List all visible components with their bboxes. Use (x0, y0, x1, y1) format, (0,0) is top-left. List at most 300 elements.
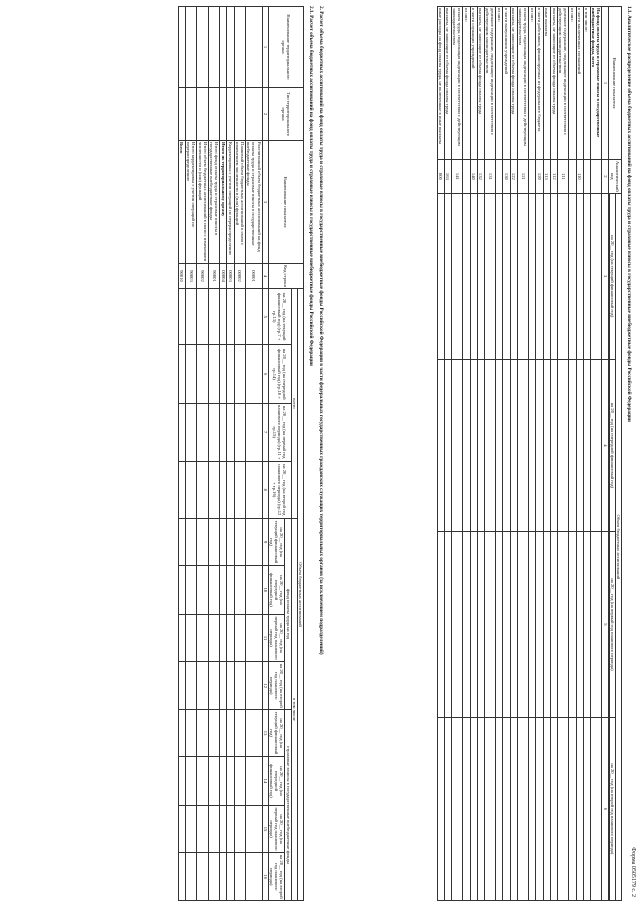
terr-cell[interactable] (185, 7, 196, 88)
row-code (463, 160, 470, 194)
table-row (536, 7, 543, 901)
row-name: из них: (529, 7, 536, 160)
row-code (590, 160, 601, 194)
table-row (583, 7, 590, 901)
value-cell[interactable] (529, 717, 536, 900)
row-name: Корректировка с учетом операций по перераспределению (227, 141, 234, 264)
value-cell[interactable] (185, 518, 196, 565)
table-row (185, 7, 196, 901)
section11-title: 1.1. Аналитическое распределение объема бюджетных ассигнований на фонд оплаты труда и страховые взносы в государственные внебюджетные фонды Российской Федерации (626, 6, 632, 422)
value-cell[interactable] (220, 518, 227, 565)
colnum2-11: 11 (262, 614, 268, 662)
row-name: выплаты, не зависящие от объема фонда оплаты труда (550, 7, 557, 160)
row-name: Плановый объем бюджетных ассигнований в связи с изменением численности и (или) функций (234, 141, 245, 264)
value-cell[interactable] (185, 662, 196, 709)
value-cell[interactable] (227, 709, 234, 756)
table-row (543, 7, 550, 901)
value-cell[interactable] (234, 289, 245, 345)
value-cell[interactable] (197, 289, 208, 345)
head-ins: страховые взносы в государственные внебюджетные фонды (285, 709, 291, 900)
value-cell[interactable] (536, 359, 543, 531)
value-cell[interactable] (185, 614, 196, 662)
value-cell[interactable] (517, 532, 528, 718)
value-cell[interactable] (220, 709, 227, 756)
value-cell[interactable] (234, 662, 245, 709)
value-cell[interactable] (437, 193, 444, 359)
value-cell[interactable] (208, 709, 219, 756)
terr-cell[interactable] (245, 7, 262, 88)
value-cell[interactable] (470, 359, 477, 531)
type-cell[interactable] (197, 88, 208, 141)
value-cell[interactable] (227, 518, 234, 565)
terr-cell[interactable] (234, 7, 245, 88)
value-cell[interactable] (220, 461, 227, 518)
value-cell[interactable] (569, 359, 576, 531)
row-name: Итого фонд оплаты труда и страховые взносы в государственные внебюджетные фонды (208, 141, 219, 264)
value-cell[interactable] (197, 614, 208, 662)
value-cell[interactable] (536, 193, 543, 359)
row-name: денежное содержание, подлежащее индексации в соответствии с действующим законодательством (558, 7, 569, 160)
value-cell[interactable] (510, 193, 517, 359)
value-cell[interactable] (245, 289, 262, 345)
value-cell[interactable] (208, 757, 219, 805)
value-cell[interactable] (437, 717, 444, 900)
value-cell[interactable] (178, 566, 185, 614)
row-name: в части заключенных соглашений (576, 7, 583, 160)
value-cell[interactable] (245, 757, 262, 805)
value-cell[interactable] (178, 518, 185, 565)
type-cell[interactable] (208, 88, 219, 141)
value-cell[interactable] (178, 853, 185, 901)
value-cell[interactable] (590, 717, 601, 900)
table-row (510, 7, 517, 901)
row-code: 141 (451, 160, 462, 194)
value-cell[interactable] (444, 717, 451, 900)
row-code (496, 160, 503, 194)
value-cell[interactable] (234, 461, 245, 518)
type-cell[interactable] (234, 88, 245, 141)
value-cell[interactable] (197, 403, 208, 461)
value-cell[interactable] (197, 461, 208, 518)
value-cell[interactable] (451, 193, 462, 359)
value-cell[interactable] (583, 532, 590, 718)
value-cell[interactable] (510, 532, 517, 718)
table-row (197, 7, 208, 901)
table-row (245, 7, 262, 901)
value-cell[interactable] (503, 359, 510, 531)
value-cell[interactable] (558, 532, 569, 718)
value-cell[interactable] (470, 532, 477, 718)
value-cell[interactable] (590, 193, 601, 359)
section11-table (437, 6, 622, 901)
value-cell[interactable] (227, 614, 234, 662)
value-cell[interactable] (529, 532, 536, 718)
row-code: 130 (503, 160, 510, 194)
row-code (583, 160, 590, 194)
value-cell[interactable] (496, 193, 503, 359)
table-row (437, 7, 444, 901)
row-name: На фонд оплаты труда и страховые взносы в государственные внебюджетные фонды, всего (590, 7, 601, 160)
row-code: 90002 (197, 264, 208, 289)
value-cell[interactable] (550, 717, 557, 900)
value-cell[interactable] (569, 193, 576, 359)
value-cell[interactable] (197, 709, 208, 756)
colnum2-14: 14 (262, 757, 268, 805)
row-name: из них: (496, 7, 503, 160)
value-cell[interactable] (220, 757, 227, 805)
row-name: выплаты, не зависящие от объема фонда оплаты труда (510, 7, 517, 160)
value-cell[interactable] (178, 345, 185, 403)
colnum2-8: 8 (262, 461, 268, 518)
value-cell[interactable] (583, 717, 590, 900)
row-name: денежное содержание, подлежащее индексации в соответствии с действующим законодательством (484, 7, 495, 160)
head-ins-y4: на 20__ год (на второй год планового периода) (268, 854, 285, 899)
colnum-4: 4 (602, 359, 608, 531)
value-cell[interactable] (543, 193, 550, 359)
value-cell[interactable] (451, 532, 462, 718)
terr-cell[interactable] (208, 7, 219, 88)
table-row (178, 7, 185, 901)
value-cell[interactable] (208, 518, 219, 565)
row-code: 00001 (245, 264, 262, 289)
head-terr: Наименование территориального органа (268, 7, 303, 88)
head-fot-y3: на 20__ год (на первый год планового периода) (268, 614, 285, 662)
head-y1: на 20__ год (на текущий финансовый год) (609, 193, 615, 359)
terr-cell[interactable] (197, 7, 208, 88)
value-cell[interactable] (197, 805, 208, 853)
value-cell[interactable] (543, 717, 550, 900)
row-name: из них: (463, 7, 470, 160)
value-cell[interactable] (208, 403, 219, 461)
head-ins-y2: на 20__ год (на очередной финансовый год) (268, 757, 285, 805)
row-code: 90010 (178, 264, 185, 289)
table-row (477, 7, 484, 901)
value-cell[interactable] (208, 614, 219, 662)
row-code: 163 (444, 160, 451, 194)
head-total: всего (291, 289, 297, 519)
value-cell[interactable] (245, 345, 262, 403)
value-cell[interactable] (517, 359, 528, 531)
value-cell[interactable] (437, 532, 444, 718)
value-cell[interactable] (245, 518, 262, 565)
table-row (470, 7, 477, 901)
value-cell[interactable] (484, 359, 495, 531)
colnum-3: 3 (602, 193, 608, 359)
head-y3: на 20__ год (на первый год планового периода) (609, 532, 615, 718)
row-code: 111 (558, 160, 569, 194)
row-name: Итого корректировка с учетом операций по перераспределению (185, 141, 196, 264)
terr-cell[interactable] (178, 7, 185, 88)
head-name: Наименование показателя (608, 7, 621, 160)
value-cell[interactable] (590, 359, 601, 531)
value-cell[interactable] (529, 359, 536, 531)
head-fot-y2: на 20__ год (на очередной финансовый год) (268, 566, 285, 614)
head-type: Тип территориального органа (268, 88, 303, 141)
value-cell[interactable] (178, 614, 185, 662)
value-cell[interactable] (234, 614, 245, 662)
value-cell[interactable] (576, 193, 583, 359)
value-cell[interactable] (558, 193, 569, 359)
value-cell[interactable] (463, 359, 470, 531)
value-cell[interactable] (220, 805, 227, 853)
value-cell[interactable] (543, 532, 550, 718)
value-cell[interactable] (517, 717, 528, 900)
value-cell[interactable] (569, 532, 576, 718)
value-cell[interactable] (576, 717, 583, 900)
value-cell[interactable] (227, 345, 234, 403)
value-cell[interactable] (245, 566, 262, 614)
terr-cell[interactable] (220, 7, 227, 88)
table-row (503, 7, 510, 901)
value-cell[interactable] (197, 662, 208, 709)
value-cell[interactable] (536, 532, 543, 718)
value-cell[interactable] (245, 461, 262, 518)
value-cell[interactable] (227, 662, 234, 709)
row-name: оплата труда, подлежащая индексации в соответствии с действующим законодательством (451, 7, 462, 160)
value-cell[interactable] (208, 461, 219, 518)
row-name: в части служащих учреждений (470, 7, 477, 160)
value-cell[interactable] (245, 709, 262, 756)
value-cell[interactable] (470, 717, 477, 900)
value-cell[interactable] (220, 566, 227, 614)
value-cell[interactable] (220, 614, 227, 662)
row-name: иные выплаты (543, 7, 550, 160)
table-row (220, 7, 227, 901)
value-cell[interactable] (496, 717, 503, 900)
head-code2: Код строки (268, 264, 303, 289)
value-cell[interactable] (477, 359, 484, 531)
value-cell[interactable] (197, 757, 208, 805)
head-y4: на 20__ год (на второй год планового периода) (609, 717, 615, 900)
value-cell[interactable] (437, 359, 444, 531)
value-cell[interactable] (503, 532, 510, 718)
value-cell[interactable] (208, 289, 219, 345)
value-cell[interactable] (503, 193, 510, 359)
head-fot: фонд оплаты труда на год (285, 518, 291, 709)
value-cell[interactable] (208, 662, 219, 709)
value-cell[interactable] (245, 662, 262, 709)
value-cell[interactable] (185, 461, 196, 518)
type-cell[interactable] (227, 88, 234, 141)
colnum-2: 2 (602, 160, 608, 194)
value-cell[interactable] (227, 289, 234, 345)
head-name2: Наименование показателя (268, 141, 303, 264)
value-cell[interactable] (185, 709, 196, 756)
row-code: 113 (543, 160, 550, 194)
value-cell[interactable] (529, 193, 536, 359)
value-cell[interactable] (477, 532, 484, 718)
value-cell[interactable] (234, 518, 245, 565)
value-cell[interactable] (178, 403, 185, 461)
table-row (590, 7, 601, 901)
row-code: 132 (477, 160, 484, 194)
row-name: в части работников, финансируемых из федерального бюджета (536, 7, 543, 160)
value-cell[interactable] (227, 566, 234, 614)
value-cell[interactable] (197, 566, 208, 614)
value-cell[interactable] (208, 853, 219, 901)
value-cell[interactable] (536, 717, 543, 900)
type-cell[interactable] (185, 88, 196, 141)
value-cell[interactable] (463, 717, 470, 900)
value-cell[interactable] (220, 345, 227, 403)
value-cell[interactable] (220, 853, 227, 901)
head-fot-y4: на 20__ год (на второй год планового периода) (268, 663, 285, 708)
value-cell[interactable] (227, 403, 234, 461)
row-code: 121 (517, 160, 528, 194)
row-name: Всего (178, 141, 185, 264)
table-row (444, 7, 451, 901)
section2-title: 2. Расчет объема бюджетных ассигнований на фонд оплаты труда и страховые взносы в государственные внебюджетные фонды Российской Федерации в части федеральных государственных гражданских служащих территориальных органов (за исключением подразделений) (318, 6, 324, 655)
row-name: в части выпускников учреждений (503, 7, 510, 160)
value-cell[interactable] (185, 289, 196, 345)
colnum2-4: 4 (262, 264, 268, 289)
value-cell[interactable] (208, 805, 219, 853)
value-cell[interactable] (234, 757, 245, 805)
colnum-5: 5 (602, 532, 608, 718)
row-code: 90003 (185, 264, 196, 289)
value-cell[interactable] (227, 805, 234, 853)
colnum2-15: 15 (262, 805, 268, 853)
value-cell[interactable] (178, 461, 185, 518)
value-cell[interactable] (178, 805, 185, 853)
head-group2: Объем бюджетных ассигнований (297, 289, 303, 901)
value-cell[interactable] (185, 853, 196, 901)
table-row (451, 7, 462, 901)
value-cell[interactable] (178, 662, 185, 709)
value-cell[interactable] (558, 359, 569, 531)
value-cell[interactable] (477, 193, 484, 359)
value-cell[interactable] (245, 403, 262, 461)
colnum-6: 6 (602, 717, 608, 900)
table-row (550, 7, 557, 901)
value-cell[interactable] (576, 532, 583, 718)
table-row (463, 7, 470, 901)
table-row (208, 7, 219, 901)
value-cell[interactable] (197, 518, 208, 565)
value-cell[interactable] (590, 532, 601, 718)
value-cell[interactable] (220, 403, 227, 461)
value-cell[interactable] (208, 566, 219, 614)
value-cell[interactable] (178, 289, 185, 345)
value-cell[interactable] (234, 805, 245, 853)
value-cell[interactable] (576, 359, 583, 531)
value-cell[interactable] (503, 717, 510, 900)
value-cell[interactable] (463, 532, 470, 718)
value-cell[interactable] (444, 359, 451, 531)
colnum2-3: 3 (262, 141, 268, 264)
value-cell[interactable] (477, 717, 484, 900)
value-cell[interactable] (227, 853, 234, 901)
row-code (529, 160, 536, 194)
value-cell[interactable] (234, 403, 245, 461)
row-code: 122 (510, 160, 517, 194)
value-cell[interactable] (234, 853, 245, 901)
value-cell[interactable] (197, 345, 208, 403)
value-cell[interactable] (550, 193, 557, 359)
value-cell[interactable] (451, 717, 462, 900)
table-row (558, 7, 569, 901)
value-cell[interactable] (178, 709, 185, 756)
value-cell[interactable] (185, 345, 196, 403)
value-cell[interactable] (543, 359, 550, 531)
table-row (517, 7, 528, 901)
value-cell[interactable] (484, 532, 495, 718)
value-cell[interactable] (550, 532, 557, 718)
value-cell[interactable] (220, 289, 227, 345)
value-cell[interactable] (245, 853, 262, 901)
type-cell[interactable] (178, 88, 185, 141)
value-cell[interactable] (517, 193, 528, 359)
terr-cell[interactable] (227, 7, 234, 88)
value-cell[interactable] (470, 193, 477, 359)
value-cell[interactable] (234, 566, 245, 614)
row-name: в том числе: (583, 7, 590, 160)
value-cell[interactable] (558, 717, 569, 900)
row-name: оплата труда, подлежащая индексации в соответствии с действующим законодательством (517, 7, 528, 160)
value-cell[interactable] (444, 193, 451, 359)
value-cell[interactable] (185, 805, 196, 853)
row-code: 120 (536, 160, 543, 194)
row-code: 00004 (220, 264, 227, 289)
section2-subtitle: 2.1. Расчет объема бюджетных ассигнований на фонд оплаты труда и страховые взносы в государственные внебюджетные фонды Российской Федерации (308, 6, 314, 366)
value-cell[interactable] (245, 805, 262, 853)
value-cell[interactable] (583, 193, 590, 359)
value-cell[interactable] (234, 709, 245, 756)
head2-y2: на 20__ год (на очередной финансовый год) (гр.10 + гр.14) (268, 345, 291, 403)
head-ins-y3: на 20__ год (на первый год планового периода) (268, 805, 285, 853)
value-cell[interactable] (185, 757, 196, 805)
type-cell[interactable] (245, 88, 262, 141)
value-cell[interactable] (208, 345, 219, 403)
row-code (569, 160, 576, 194)
value-cell[interactable] (569, 717, 576, 900)
value-cell[interactable] (234, 345, 245, 403)
value-cell[interactable] (451, 359, 462, 531)
table-row (227, 7, 234, 901)
row-name: выплаты, не зависящие от объема фонда оплаты труда (477, 7, 484, 160)
value-cell[interactable] (227, 757, 234, 805)
value-cell[interactable] (484, 193, 495, 359)
row-code: 00003 (227, 264, 234, 289)
value-cell[interactable] (197, 853, 208, 901)
type-cell[interactable] (220, 88, 227, 141)
value-cell[interactable] (496, 359, 503, 531)
row-name: выплаты, не зависящие от объема фонда оплаты труда (444, 7, 451, 160)
colnum2-6: 6 (262, 345, 268, 403)
value-cell[interactable] (178, 757, 185, 805)
row-name: Итого объем бюджетных ассигнований в связи с изменением численности и (или) функций (197, 141, 208, 264)
form-code: Форма 0505179 с. 2 (630, 847, 636, 897)
value-cell[interactable] (185, 566, 196, 614)
value-cell[interactable] (444, 532, 451, 718)
value-cell[interactable] (463, 193, 470, 359)
colnum2-12: 12 (262, 662, 268, 709)
value-cell[interactable] (510, 359, 517, 531)
row-code: 131 (484, 160, 495, 194)
value-cell[interactable] (227, 461, 234, 518)
value-cell[interactable] (245, 614, 262, 662)
value-cell[interactable] (510, 717, 517, 900)
value-cell[interactable] (583, 359, 590, 531)
value-cell[interactable] (496, 532, 503, 718)
colnum2-16: 16 (262, 853, 268, 901)
value-cell[interactable] (220, 662, 227, 709)
value-cell[interactable] (550, 359, 557, 531)
value-cell[interactable] (484, 717, 495, 900)
colnum2-13: 13 (262, 709, 268, 756)
value-cell[interactable] (185, 403, 196, 461)
table-row (496, 7, 503, 901)
